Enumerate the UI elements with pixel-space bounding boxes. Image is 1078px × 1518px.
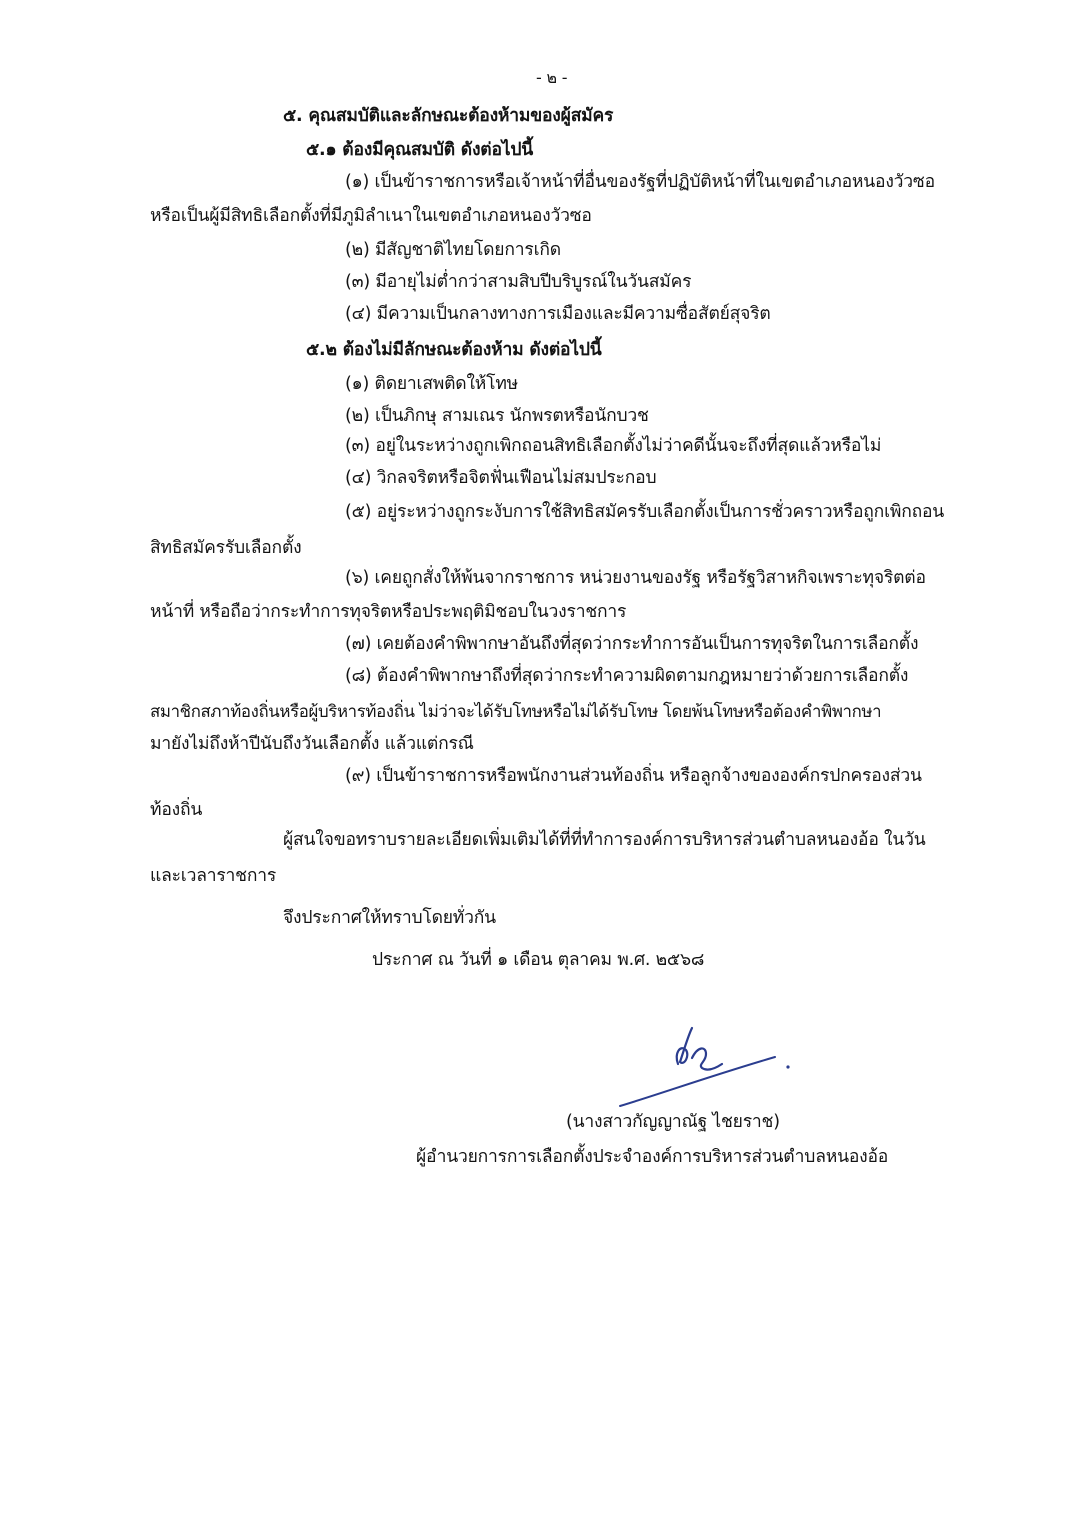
prohibition-9-line2: ท้องถิ่น <box>150 800 203 820</box>
info-line1: ผู้สนใจขอทราบรายละเอียดเพิ่มเติมได้ที่ที่ทำการองค์การบริหารส่วนตำบลหนองอ้อ ในวัน <box>283 830 926 850</box>
signer-title: ผู้อำนวยการการเลือกตั้งประจำองค์การบริหารส่วนตำบลหนองอ้อ <box>416 1147 889 1167</box>
qualification-4: (๔) มีความเป็นกลางทางการเมืองและมีความซื่อสัตย์สุจริต <box>345 304 771 324</box>
prohibition-7: (๗) เคยต้องคำพิพากษาอันถึงที่สุดว่ากระทำการอันเป็นการทุจริตในการเลือกตั้ง <box>345 634 919 654</box>
prohibition-4: (๔) วิกลจริตหรือจิตฟั่นเฟือนไม่สมประกอบ <box>345 468 657 488</box>
page-number: - ๒ - <box>536 68 568 87</box>
prohibition-1: (๑) ติดยาเสพติดให้โทษ <box>345 374 519 394</box>
prohibition-5-line2: สิทธิสมัครรับเลือกตั้ง <box>150 538 302 558</box>
subsection-5-2-heading: ๕.๒ ต้องไม่มีลักษณะต้องห้าม ดังต่อไปนี้ <box>306 340 602 360</box>
qualification-3: (๓) มีอายุไม่ต่ำกว่าสามสิบปีบริบูรณ์ในวันสมัคร <box>345 272 692 292</box>
section-heading: ๕. คุณสมบัติและลักษณะต้องห้ามของผู้สมัคร <box>283 106 614 126</box>
signer-name: (นางสาวกัญญาณัฐ ไชยราช) <box>566 1112 780 1132</box>
qualification-2: (๒) มีสัญชาติไทยโดยการเกิด <box>345 240 561 260</box>
subsection-5-1-heading: ๕.๑ ต้องมีคุณสมบัติ ดังต่อไปนี้ <box>306 140 534 160</box>
prohibition-2: (๒) เป็นภิกษุ สามเณร นักพรตหรือนักบวช <box>345 406 649 426</box>
prohibition-5-line1: (๕) อยู่ระหว่างถูกระงับการใช้สิทธิสมัครรับเลือกตั้งเป็นการชั่วคราวหรือถูกเพิกถอน <box>345 502 945 522</box>
prohibition-9-line1: (๙) เป็นข้าราชการหรือพนักงานส่วนท้องถิ่น หรือลูกจ้างขององค์กรปกครองส่วน <box>345 766 922 786</box>
prohibition-6-line1: (๖) เคยถูกสั่งให้พ้นจากราชการ หน่วยงานของรัฐ หรือรัฐวิสาหกิจเพราะทุจริตต่อ <box>345 568 926 588</box>
prohibition-8-line3: มายังไม่ถึงห้าปีนับถึงวันเลือกตั้ง แล้วแต่กรณี <box>150 734 474 754</box>
qualification-1-line1: (๑) เป็นข้าราชการหรือเจ้าหน้าที่อื่นของรัฐที่ปฏิบัติหน้าที่ในเขตอำเภอหนองวัวซอ <box>345 172 935 192</box>
prohibition-8-line2: สมาชิกสภาท้องถิ่นหรือผู้บริหารท้องถิ่น ไม่ว่าจะได้รับโทษหรือไม่ได้รับโทษ โดยพ้นโทษหรือต้องคำพิพากษา <box>150 701 882 721</box>
announcement: จึงประกาศให้ทราบโดยทั่วกัน <box>283 908 496 928</box>
announcement-date: ประกาศ ณ วันที่ ๑ เดือน ตุลาคม พ.ศ. ๒๕๖๘ <box>372 950 705 970</box>
info-line2: และเวลาราชการ <box>150 866 277 886</box>
qualification-1-line2: หรือเป็นผู้มีสิทธิเลือกตั้งที่มีภูมิลำเนาในเขตอำเภอหนองวัวซอ <box>150 206 592 226</box>
prohibition-3: (๓) อยู่ในระหว่างถูกเพิกถอนสิทธิเลือกตั้งไม่ว่าคดีนั้นจะถึงที่สุดแล้วหรือไม่ <box>345 436 882 456</box>
prohibition-8-line1: (๘) ต้องคำพิพากษาถึงที่สุดว่ากระทำความผิดตามกฎหมายว่าด้วยการเลือกตั้ง <box>345 666 909 686</box>
signature <box>600 1014 810 1114</box>
prohibition-6-line2: หน้าที่ หรือถือว่ากระทำการทุจริตหรือประพฤติมิชอบในวงราชการ <box>150 602 627 622</box>
